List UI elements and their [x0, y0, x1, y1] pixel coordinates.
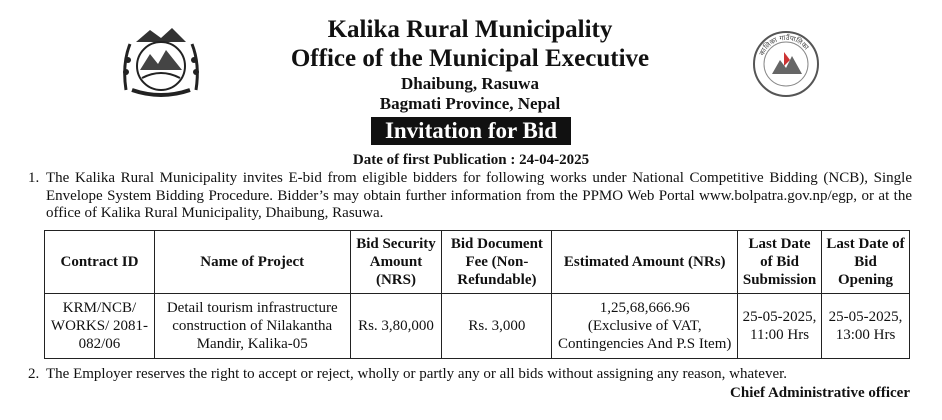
address-line: Dhaibung, Rasuwa: [401, 74, 539, 93]
municipality-seal-icon: [752, 30, 820, 98]
table-row: [45, 294, 910, 359]
reserve-paragraph: [28, 366, 912, 383]
cell-contract-id: KRM/NCB/ WORKS/ 2081-082/06: [45, 294, 155, 359]
nepal-emblem-icon: [120, 24, 202, 100]
header-bid-security: Bid Security Amount (NRS): [350, 231, 442, 294]
table-header-row: [45, 231, 910, 294]
bid-table: [44, 230, 910, 359]
estimated-value: 1,25,68,666.96: [599, 300, 690, 316]
cell-bid-security: Rs. 3,80,000: [350, 294, 442, 359]
cell-submission-date: 25-05-2025, 11:00 Hrs: [738, 294, 822, 359]
signatory-title: Chief Administrative officer: [730, 385, 910, 401]
header-contract-id: Contract ID: [45, 231, 155, 294]
letterhead: [200, 16, 740, 114]
cell-doc-fee: Rs. 3,000: [442, 294, 552, 359]
header-doc-fee: Bid Document Fee (Non-Refundable): [442, 231, 552, 294]
estimated-note: (Exclusive of VAT, Contingencies And P.S Item): [558, 318, 732, 352]
cell-estimated-amount: [552, 294, 738, 359]
cell-opening-date: 25-05-2025, 13:00 Hrs: [822, 294, 910, 359]
office-name: Office of the Municipal Executive: [290, 45, 650, 72]
province-line: Bagmati Province, Nepal: [379, 94, 561, 113]
header-estimated-amount: Estimated Amount (NRs): [552, 231, 738, 294]
intro-number: 1.: [28, 170, 40, 186]
intro-text: The Kalika Rural Municipality invites E-bid from eligible bidders for following works under National Competitive Bidding (NCB), Single Envelope System Bidding Procedure. Bidder’s may obtain further information from the PPMO Web Portal www.bolpatra.gov.np/egp, or at the office of Kalika Rural Municipality, Dhaibung, Rasuwa.: [46, 170, 912, 221]
seal-text: कालिका गाउँपालिका: [757, 33, 811, 57]
header-opening-date: Last Date of Bid Opening: [822, 231, 910, 294]
reserve-text: The Employer reserves the right to accept or reject, wholly or partly any or all bids without assigning any reason, whatever.: [46, 366, 788, 382]
publication-date: Date of first Publication : 24-04-2025: [352, 152, 590, 168]
notice-title: Invitation for Bid: [371, 117, 571, 145]
cell-project-name: Detail tourism infrastructure construction of Nilakantha Mandir, Kalika-05: [154, 294, 350, 359]
intro-paragraph: [28, 170, 912, 223]
header-submission-date: Last Date of Bid Submission: [738, 231, 822, 294]
municipality-name: Kalika Rural Municipality: [327, 16, 613, 43]
reserve-number: 2.: [28, 366, 40, 382]
header-project-name: Name of Project: [154, 231, 350, 294]
